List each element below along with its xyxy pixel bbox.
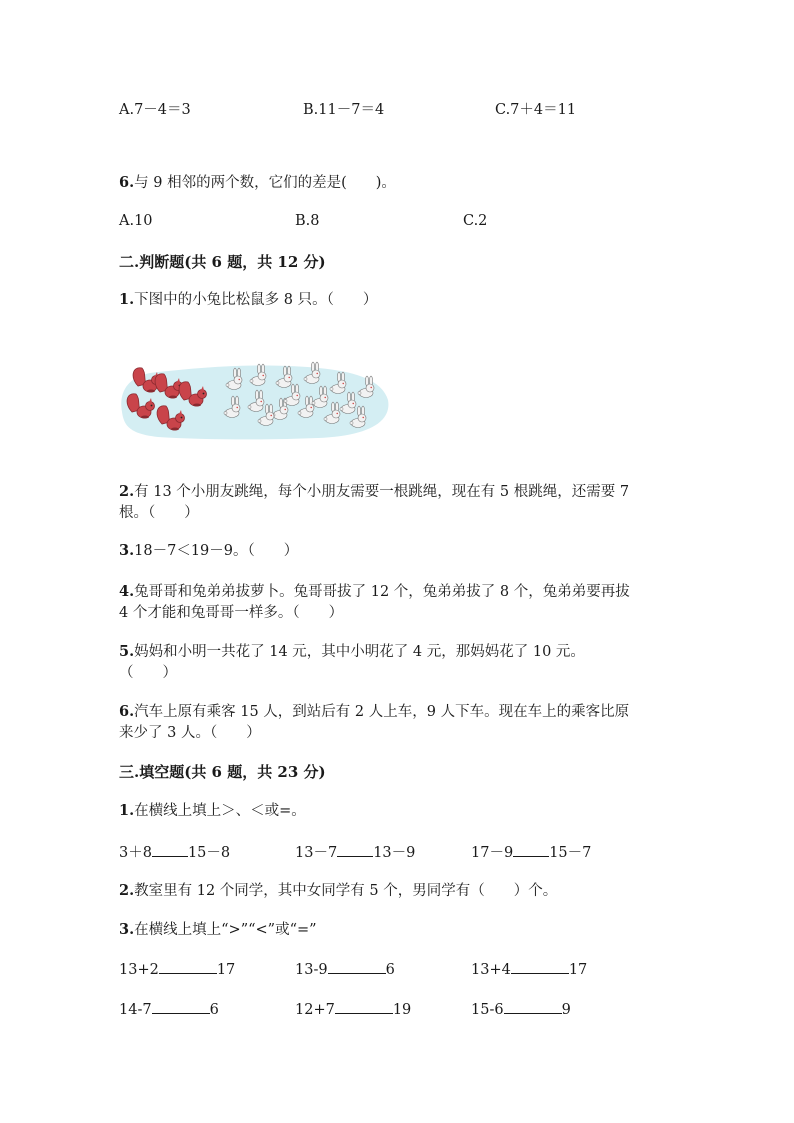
s3-q1 — [119, 801, 306, 821]
answer-blank[interactable] — [335, 999, 393, 1014]
s2-q2-line1 — [119, 482, 629, 502]
s2-q1-number: 1. — [119, 291, 135, 308]
expr-right: 17 — [216, 962, 236, 978]
s2-q5-number: 5. — [119, 643, 135, 660]
s3-q3 — [119, 920, 317, 940]
q6-question — [119, 173, 396, 193]
s2-q5-text: 妈妈和小明一共花了 14 元，其中小明花了 4 元，那妈妈花了 10 元。 — [134, 644, 585, 660]
answer-blank[interactable] — [152, 999, 210, 1014]
squirrels-rabbits-picture — [118, 360, 390, 440]
s2-q1-text: 下图中的小兔比松鼠多 8 只。（ ） — [134, 292, 378, 308]
s3-q3-text: 在横线上填上“>”“<”或“=” — [134, 922, 317, 938]
s2-q4-number: 4. — [119, 583, 135, 600]
q6-number: 6. — [119, 174, 135, 191]
s3-q3-r1-expr-2 — [295, 959, 395, 980]
section2-title: 二.判断题(共 6 题，共 12 分) — [119, 253, 326, 271]
expr-left: 13-9 — [295, 962, 328, 978]
s2-q6-line1 — [119, 702, 629, 722]
q6-text: 与 9 相邻的两个数，它们的差是( )。 — [134, 175, 396, 191]
s3-q1-expr-2 — [295, 842, 415, 863]
s3-q3-r1-expr-1 — [119, 959, 235, 980]
s2-q3-text: 18－7＜19－9。（ ） — [134, 543, 299, 559]
expr-left: 14-7 — [119, 1002, 152, 1018]
s2-q1 — [119, 290, 377, 310]
answer-blank[interactable] — [511, 959, 569, 974]
expr-right: 9 — [561, 1002, 571, 1018]
q6-option-b: B.8 — [295, 213, 320, 229]
answer-blank[interactable] — [328, 959, 386, 974]
answer-blank[interactable] — [152, 842, 188, 857]
q5-option-b: B.11－7＝4 — [303, 102, 385, 118]
expr-right: 15－8 — [187, 845, 231, 861]
s3-q3-r1-expr-3 — [471, 959, 587, 980]
s3-q2-number: 2. — [119, 882, 135, 899]
q6-option-c: C.2 — [463, 213, 488, 229]
expr-left: 13+4 — [471, 962, 511, 978]
expr-left: 12+7 — [295, 1002, 335, 1018]
s2-q5-line2: （ ） — [119, 665, 177, 681]
s3-q1-number: 1. — [119, 802, 135, 819]
q6-option-a: A.10 — [119, 213, 153, 229]
s3-q1-expr-3 — [471, 842, 591, 863]
expr-right: 19 — [392, 1002, 412, 1018]
expr-left: 13+2 — [119, 962, 159, 978]
s2-q4-text: 兔哥哥和兔弟弟拔萝卜。兔哥哥拔了 12 个，兔弟弟拔了 8 个，兔弟弟要再拔 — [134, 584, 630, 600]
s2-q6-text: 汽车上原有乘客 15 人，到站后有 2 人上车，9 人下车。现在车上的乘客比原 — [134, 704, 630, 720]
s3-q2-text: 教室里有 12 个同学，其中女同学有 5 个，男同学有（ ）个。 — [134, 883, 558, 899]
s2-q4-line2: 4 个才能和兔哥哥一样多。（ ） — [119, 605, 344, 621]
s2-q4-line1 — [119, 582, 630, 602]
expr-right: 6 — [209, 1002, 219, 1018]
answer-blank[interactable] — [513, 842, 549, 857]
expr-left: 17－9 — [471, 845, 514, 861]
expr-left: 13－7 — [295, 845, 338, 861]
s2-q2-number: 2. — [119, 483, 135, 500]
q5-option-c: C.7＋4＝11 — [495, 102, 577, 118]
s3-q3-r2-expr-1 — [119, 999, 219, 1020]
answer-blank[interactable] — [337, 842, 373, 857]
section3-title: 三.填空题(共 6 题，共 23 分) — [119, 763, 326, 781]
expr-left: 3＋8 — [119, 845, 152, 861]
s2-q3 — [119, 541, 298, 561]
s2-q2-text: 有 13 个小朋友跳绳，每个小朋友需要一根跳绳，现在有 5 根跳绳，还需要 7 — [134, 484, 630, 500]
s2-q6-number: 6. — [119, 703, 135, 720]
s3-q3-r2-expr-2 — [295, 999, 411, 1020]
expr-right: 13－9 — [373, 845, 416, 861]
expr-right: 15－7 — [549, 845, 592, 861]
s3-q3-r2-expr-3 — [471, 999, 571, 1020]
q5-option-a: A.7－4＝3 — [119, 102, 191, 118]
expr-left: 15-6 — [471, 1002, 504, 1018]
s3-q1-text: 在横线上填上＞、＜或=。 — [134, 803, 306, 819]
expr-right: 6 — [385, 962, 395, 978]
s2-q6-line2: 来少了 3 人。（ ） — [119, 725, 261, 741]
s3-q1-expr-1 — [119, 842, 230, 863]
expr-right: 17 — [568, 962, 588, 978]
answer-blank[interactable] — [159, 959, 217, 974]
s2-q2-line2: 根。（ ） — [119, 505, 199, 521]
s2-q5-line1 — [119, 642, 585, 662]
s3-q2 — [119, 881, 557, 901]
s3-q3-number: 3. — [119, 921, 135, 938]
s2-q3-number: 3. — [119, 542, 135, 559]
answer-blank[interactable] — [504, 999, 562, 1014]
